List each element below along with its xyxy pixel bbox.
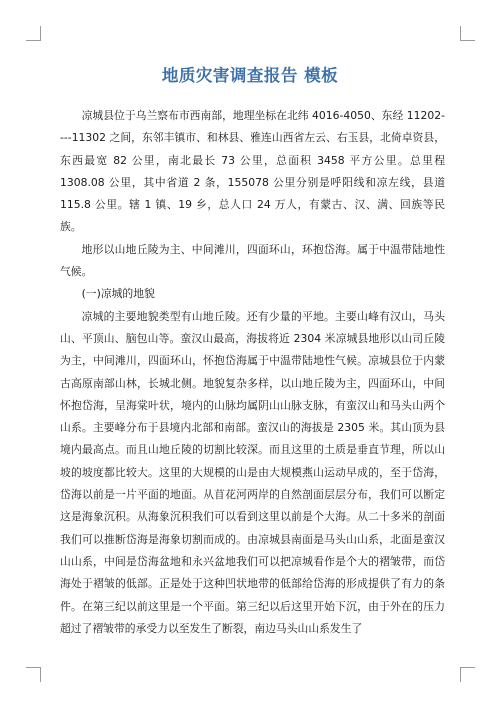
document-title: 地质灾害调查报告 模板: [161, 66, 339, 85]
document-body: [60, 105, 445, 640]
paragraph-terrain: 地形以山地丘陵为主、中间滩川，四面环山，环抱岱海。属于中温带陆地性气候。: [60, 242, 445, 279]
crop-mark-bottom-left: [26, 667, 41, 682]
paragraph-location: 凉城县位于乌兰察布市西南部，地理坐标在北纬 4016-4050、东经 11202----11302 之间，东邻丰镇市、和林县、雅连山西省左云、右玉县，北倚卓资县，东西最宽 82 公里，南北最长 73 公里，总面积 3458 平方公里。总里程 1308.08 公里，其中省道 2 条，155078 公里分别是呼阳线和凉左线，县道 115.8 公里。辖 1 镇、19 乡，总人口 24 万人，有蒙古、汉、满、回族等民族。: [60, 109, 445, 234]
crop-mark-top-left: [26, 26, 41, 41]
crop-mark-top-right: [460, 26, 475, 41]
paragraph-landform: 凉城的主要地貌类型有山地丘陵。还有少量的平地。主要山峰有汉山，马头山、平顶山、脑包山等。蛮汉山最高，海拔将近 2304 米凉城县地形以山司丘陵为主，中间滩川，四面环山，怀抱岱海属于中温带陆地性气候。凉城县位于内蒙古高原南部山林，长城北侧。地貌复杂多样，以山地丘陵为主，四面环山，中间怀抱岱海，呈海棠叶状，境内的山脉均属阴山山脉支脉，有蛮汉山和马头山两个山系。主要峰分布于县境内北部和南部。蛮汉山的海拔是 2305 米。其山顶为县境内最高点。而且山地丘陵的切割比较深。而且这里的土质是垂直节理，所以山坡的坡度都比较大。这里的大规模的山是由大规模燕山运动早成的，至于岱海，岱海以前是一片平面的地面。从苜花河两岸的自然剖面层层分布，我们可以断定这是海象沉积。从海象沉积我们可以看到这里以前是个大海。从二十多米的剖面我们可以推断岱海是海象切割而成的。由凉城县南面是马头山山系，北面是蛮汉山山系，中间是岱海盆地和永兴盆地我们可以把凉城看作是个大的褶皱带，而岱海处于褶皱的低部。正是处于这种凹状地带的低部给岱海的形成提供了有力的条件。在第三纪以前这里是一个平面。第三纪以后这里开始下沉，由于外在的压力超过了褶皱带的承受力以至发生了断裂，南边马头山山系发生了: [60, 309, 445, 635]
section-heading-landform: (一)凉城的地貌: [81, 287, 155, 301]
crop-mark-bottom-right: [460, 667, 475, 682]
